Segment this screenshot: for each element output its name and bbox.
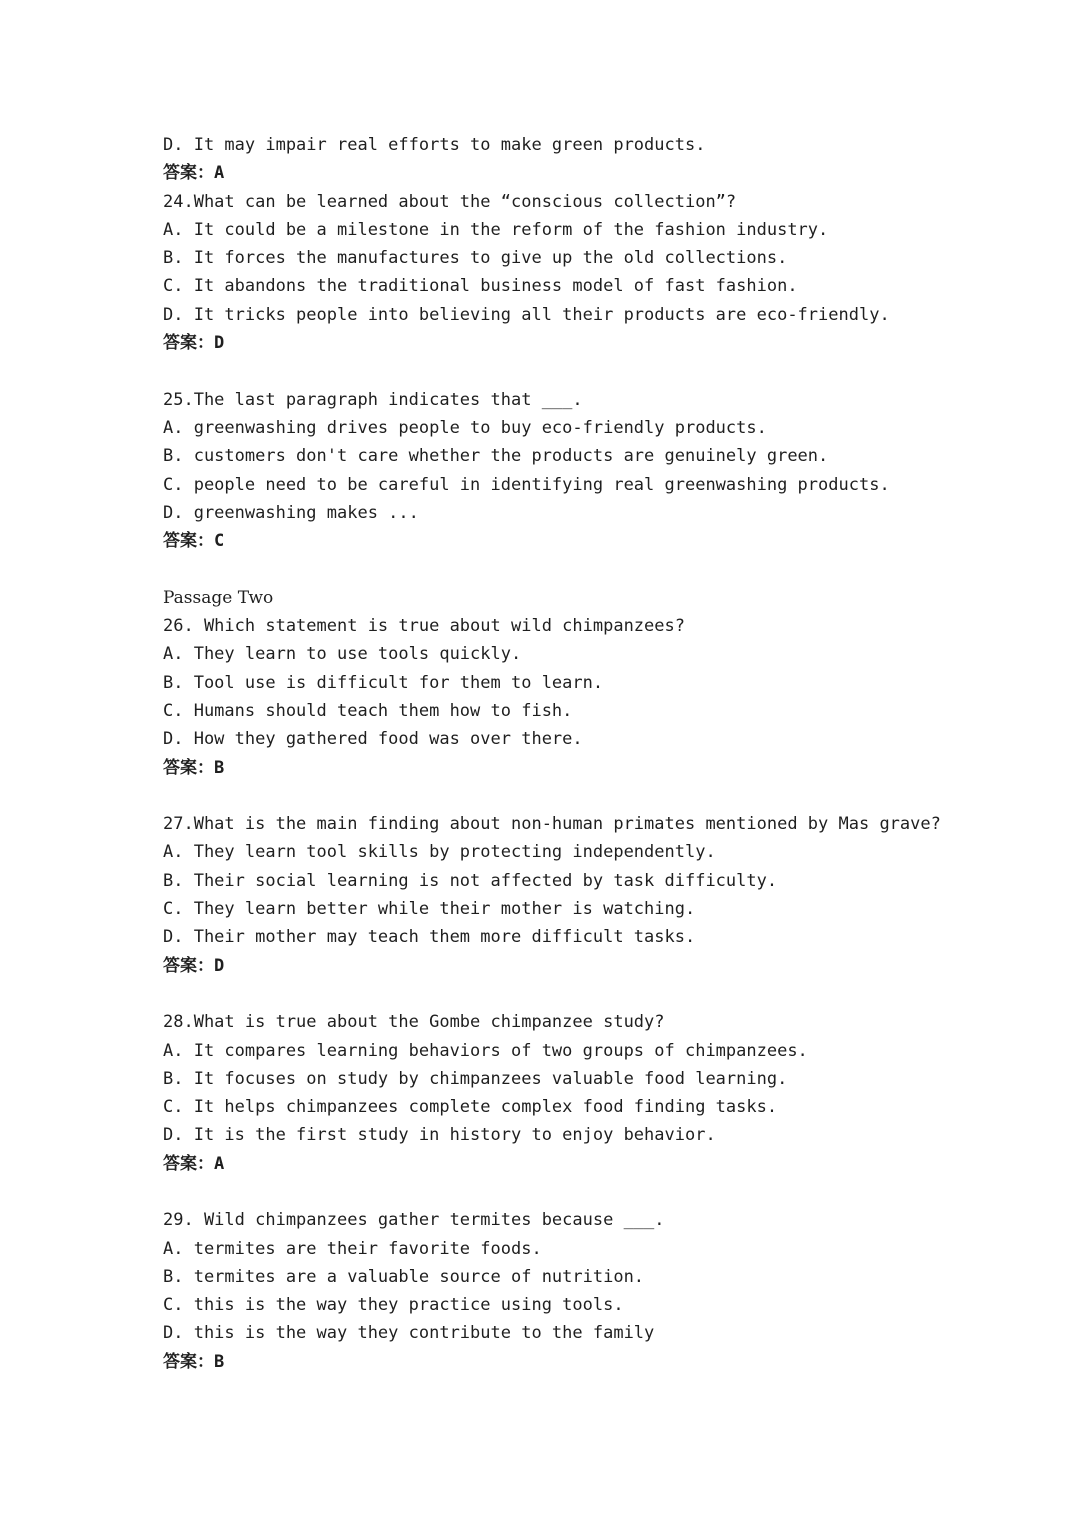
option-27-c: C. They learn better while their mother is watching. xyxy=(163,899,696,920)
option-27-d: D. Their mother may teach them more difficult tasks. xyxy=(163,927,696,948)
option-25-a: A. greenwashing drives people to buy eco-friendly products. xyxy=(163,417,767,438)
option-26-b: B. Tool use is difficult for them to learn. xyxy=(163,672,604,693)
option-28-b: B. It focuses on study by chimpanzees valuable food learning. xyxy=(163,1068,788,1089)
spacer xyxy=(163,782,1043,810)
option-26-c: C. Humans should teach them how to fish. xyxy=(163,700,573,721)
option-25-d: D. greenwashing makes ... xyxy=(163,502,419,523)
option-25-c: C. people need to be careful in identifying real greenwashing products. xyxy=(163,474,890,495)
spacer xyxy=(163,1178,1043,1206)
option-28-c: C. It helps chimpanzees complete complex food finding tasks. xyxy=(163,1097,778,1118)
question-24: 24.What can be learned about the “conscious collection”? xyxy=(163,191,737,212)
answer-26: 答案：B xyxy=(163,757,225,778)
answer-23: 答案：A xyxy=(163,163,225,184)
question-25: 25.The last paragraph indicates that ___. xyxy=(163,389,583,410)
option-29-a: A. termites are their favorite foods. xyxy=(163,1238,542,1259)
option-27-b: B. Their social learning is not affected by task difficulty. xyxy=(163,870,778,891)
option-29-d: D. this is the way they contribute to the family xyxy=(163,1323,655,1344)
option-29-b: B. termites are a valuable source of nutrition. xyxy=(163,1266,645,1287)
option-26-d: D. How they gathered food was over there. xyxy=(163,729,583,750)
option-26-a: A. They learn to use tools quickly. xyxy=(163,644,522,665)
answer-28: 答案：A xyxy=(163,1153,225,1174)
passage-title: Passage Two xyxy=(163,587,274,608)
option-27-a: A. They learn tool skills by protecting independently. xyxy=(163,842,716,863)
answer-24: 答案：D xyxy=(163,333,225,354)
document-page xyxy=(163,131,1043,1376)
question-28: 28.What is true about the Gombe chimpanzee study? xyxy=(163,1012,665,1033)
question-29: 29. Wild chimpanzees gather termites because ___. xyxy=(163,1210,665,1231)
option-28-a: A. It compares learning behaviors of two groups of chimpanzees. xyxy=(163,1040,808,1061)
spacer xyxy=(163,980,1043,1008)
option-25-b: B. customers don't care whether the products are genuinely green. xyxy=(163,446,829,467)
option-23-d: D. It may impair real efforts to make green products. xyxy=(163,135,706,155)
option-24-a: A. It could be a milestone in the reform of the fashion industry. xyxy=(163,219,829,240)
question-27: 27.What is the main finding about non-human primates mentioned by Mas grave? xyxy=(163,814,941,835)
question-26: 26. Which statement is true about wild chimpanzees? xyxy=(163,616,685,637)
option-29-c: C. this is the way they practice using tools. xyxy=(163,1295,624,1316)
option-24-b: B. It forces the manufactures to give up the old collections. xyxy=(163,248,788,269)
spacer xyxy=(163,357,1043,385)
spacer xyxy=(163,555,1043,583)
answer-29: 答案：B xyxy=(163,1351,225,1372)
option-24-c: C. It abandons the traditional business model of fast fashion. xyxy=(163,276,798,297)
answer-27: 答案：D xyxy=(163,955,225,976)
option-28-d: D. It is the first study in history to enjoy behavior. xyxy=(163,1125,716,1146)
answer-25: 答案：C xyxy=(163,531,225,552)
option-24-d: D. It tricks people into believing all their products are eco-friendly. xyxy=(163,304,890,325)
